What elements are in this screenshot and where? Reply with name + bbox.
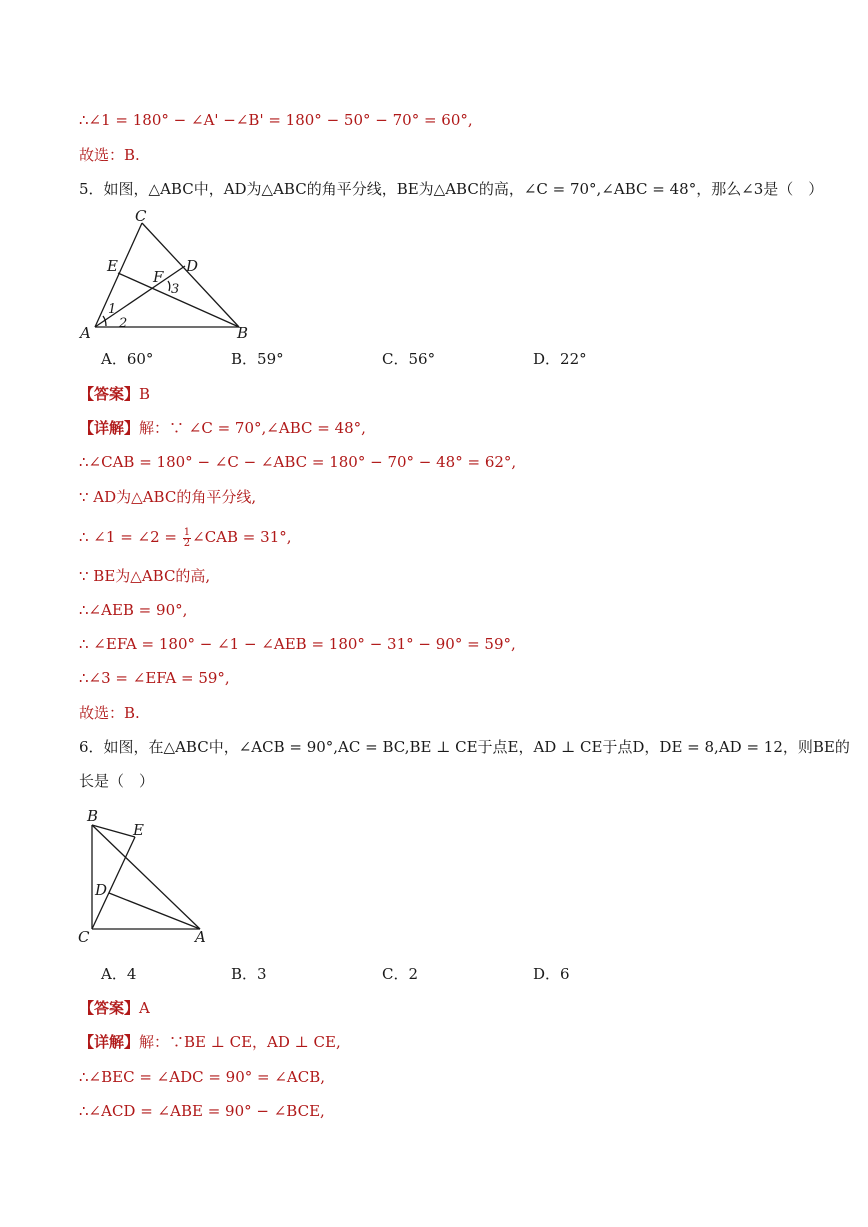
q5-detail-tag: 【详解】 [79, 419, 140, 437]
q5-label-d: D [186, 257, 199, 275]
q5-label-e: E [107, 257, 118, 275]
q5-fraction [183, 528, 191, 549]
q5-option-d: D．22° [533, 350, 587, 368]
q6-triangle-figure [75, 805, 215, 947]
q5-option-c: C．56° [382, 350, 436, 368]
q6-answer-tag: 【答案】 [79, 999, 140, 1017]
q5-triangle-figure [75, 203, 265, 348]
q6-answer-value: A [139, 999, 150, 1017]
q5-solution-text-4b: ∠CAB = 31°, [192, 528, 292, 546]
q5-label-3: 3 [171, 282, 180, 297]
q6-solution-text-1: 解：∵BE ⊥ CE，AD ⊥ CE, [139, 1033, 341, 1051]
q5-label-b: B [237, 324, 249, 342]
q5-solution-line-2: ∴∠CAB = 180° − ∠C − ∠ABC = 180° − 70° − 48° = 62°, [79, 453, 517, 471]
q5-solution-line-5: ∵ BE为△ABC的高, [79, 567, 211, 585]
q5-label-f: F [153, 268, 164, 286]
q6-option-a: A．4 [101, 965, 137, 983]
q5-label-2: 2 [119, 316, 128, 331]
q6-option-c: C．2 [382, 965, 419, 983]
q5-solution-line-3: ∵ AD为△ABC的角平分线, [79, 488, 257, 506]
q5-label-c: C [135, 207, 147, 225]
q5-choice: 故选：B. [79, 704, 140, 722]
q5-solution-line-4 [79, 527, 292, 549]
q5-solution-text-1: 解：∵ ∠C = 70°,∠ABC = 48°, [139, 419, 366, 437]
q6-solution-line-3: ∴∠ACD = ∠ABE = 90° − ∠BCE, [79, 1102, 325, 1120]
q5-solution-line-8: ∴∠3 = ∠EFA = 59°, [79, 669, 230, 687]
q6-answer-line [79, 998, 150, 1018]
q6-option-d: D．6 [533, 965, 570, 983]
q6-detail-tag: 【详解】 [79, 1033, 140, 1051]
q6-stem-line-2: 长是（ ） [79, 772, 155, 790]
q6-label-d: D [95, 881, 108, 899]
q5-label-1: 1 [108, 302, 117, 317]
q6-label-b: B [87, 807, 99, 825]
q5-answer-line [79, 384, 150, 404]
q5-label-a: A [80, 324, 91, 342]
q6-solution-line-2: ∴∠BEC = ∠ADC = 90° = ∠ACB, [79, 1068, 326, 1086]
q6-solution-line-1 [79, 1032, 341, 1052]
q5-solution-line-1 [79, 418, 366, 438]
q5-stem: 5．如图，△ABC中，AD为△ABC的角平分线，BE为△ABC的高，∠C = 70°,∠ABC = 48°，那么∠3是（ ） [79, 180, 824, 198]
q5-option-b: B．59° [231, 350, 284, 368]
q6-option-b: B．3 [231, 965, 267, 983]
q5-answer-tag: 【答案】 [79, 385, 140, 403]
q5-fraction-denominator: 2 [183, 537, 191, 549]
q5-solution-line-6: ∴∠AEB = 90°, [79, 601, 188, 619]
q6-side-ab [92, 825, 200, 929]
q4-conclusion-line: ∴∠1 = 180° − ∠A' −∠B' = 180° − 50° − 70° = 60°, [79, 111, 473, 129]
q5-solution-line-7: ∴ ∠EFA = 180° − ∠1 − ∠AEB = 180° − 31° − 90° = 59°, [79, 635, 516, 653]
q6-segment-ad [109, 893, 200, 929]
q6-label-a: A [195, 928, 206, 946]
q5-angle3-arc [168, 281, 170, 291]
q5-fraction-numerator: 1 [183, 526, 191, 538]
q6-label-e: E [133, 821, 144, 839]
q6-stem-line-1: 6．如图，在△ABC中，∠ACB = 90°,AC = BC,BE ⊥ CE于点E，AD ⊥ CE于点D，DE = 8,AD = 12，则BE的 [79, 738, 850, 756]
q5-option-a: A．60° [101, 350, 154, 368]
q4-choice: 故选：B. [79, 146, 140, 164]
q5-answer-value: B [139, 385, 151, 403]
q5-solution-text-4a: ∴ ∠1 = ∠2 = [79, 528, 177, 546]
q6-label-c: C [78, 928, 90, 946]
